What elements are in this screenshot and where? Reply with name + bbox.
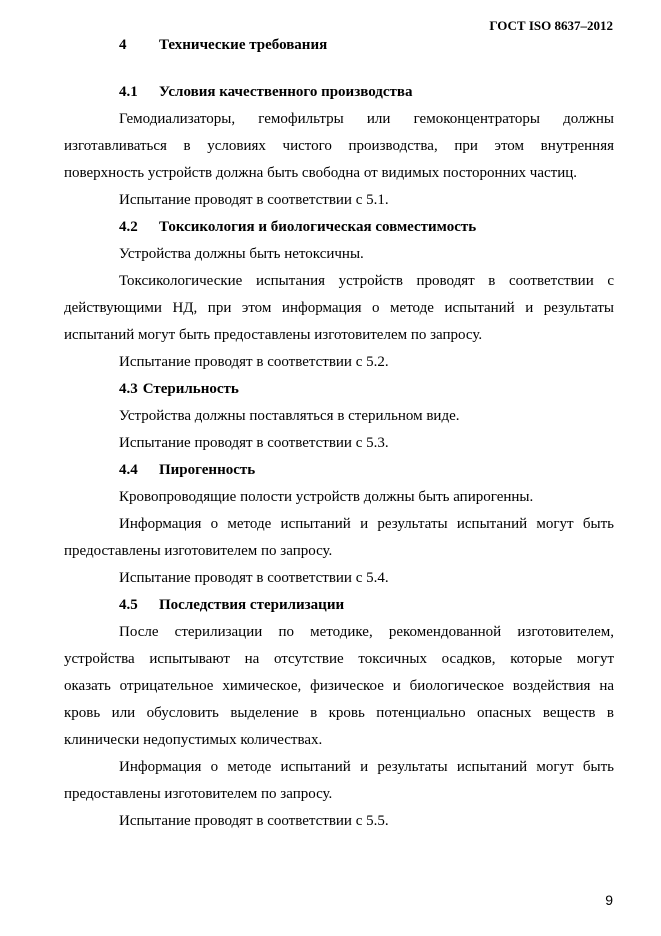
section-heading-4-4 (64, 457, 614, 484)
section-heading-4 (64, 32, 614, 59)
paragraph-line: предоставлены изготовителем по запросу. (64, 543, 333, 559)
section-heading-4-1 (64, 79, 614, 106)
section-number: 4.4 (119, 462, 138, 478)
paragraph-line: действующими НД, при этом информация о методе испытаний и результаты (64, 300, 614, 316)
paragraph-line: Токсикологические испытания устройств проводят в соответствии с (119, 273, 614, 289)
paragraph-line: предоставлены изготовителем по запросу. (64, 786, 333, 802)
paragraph-line: Информация о методе испытаний и результаты испытаний могут быть (119, 516, 614, 532)
section-heading-4-3 (64, 376, 614, 403)
document-header: ГОСТ ISO 8637–2012 (489, 18, 613, 33)
document-body (64, 32, 614, 835)
section-heading-4-5 (64, 592, 614, 619)
page-number: 9 (605, 892, 613, 908)
paragraph-line: Устройства должны поставляться в стерильном виде. (119, 408, 460, 424)
paragraph-line: Информация о методе испытаний и результаты испытаний могут быть (119, 759, 614, 775)
section-heading-4-2 (64, 214, 614, 241)
paragraph-line: Испытание проводят в соответствии с 5.2. (119, 354, 389, 370)
section-title: Токсикология и биологическая совместимость (159, 219, 477, 235)
paragraph-line: Гемодиализаторы, гемофильтры или гемоконцентраторы должны (119, 111, 614, 127)
paragraph-line: поверхность устройств должна быть свободна от видимых посторонних частиц. (64, 165, 577, 181)
section-title: Технические требования (159, 37, 328, 53)
section-title: Последствия стерилизации (159, 597, 345, 613)
section-title: Условия качественного производства (159, 84, 413, 100)
paragraph-line: кровь или обусловить выделение в кровь потенциально опасных веществ в (64, 705, 614, 721)
section-number: 4.5 (119, 597, 138, 613)
paragraph-line: После стерилизации по методике, рекомендованной изготовителем, (119, 624, 614, 640)
paragraph-line: Кровопроводящие полости устройств должны быть апирогенны. (119, 489, 534, 505)
section-title: Стерильность (142, 381, 239, 397)
paragraph-line: оказать отрицательное химическое, физическое и биологическое воздействия на (64, 678, 614, 694)
paragraph-line: устройства испытывают на отсутствие токсичных осадков, которые могут (64, 651, 614, 667)
spacer (64, 59, 614, 79)
paragraph-line: Испытание проводят в соответствии с 5.1. (119, 192, 389, 208)
paragraph-line: Испытание проводят в соответствии с 5.4. (119, 570, 389, 586)
paragraph-line: изготавливаться в условиях чистого производства, при этом внутренняя (64, 138, 614, 154)
section-number: 4.1 (119, 84, 138, 100)
paragraph-line: Испытание проводят в соответствии с 5.3. (119, 435, 389, 451)
section-number: 4.2 (119, 219, 138, 235)
paragraph-line: Устройства должны быть нетоксичны. (119, 246, 364, 262)
section-number: 4 (119, 37, 127, 53)
section-number: 4.3 (119, 381, 138, 397)
paragraph-line: испытаний могут быть предоставлены изготовителем по запросу. (64, 327, 483, 343)
paragraph-line: клинически недопустимых количествах. (64, 732, 323, 748)
paragraph-line: Испытание проводят в соответствии с 5.5. (119, 813, 389, 829)
section-title: Пирогенность (159, 462, 256, 478)
